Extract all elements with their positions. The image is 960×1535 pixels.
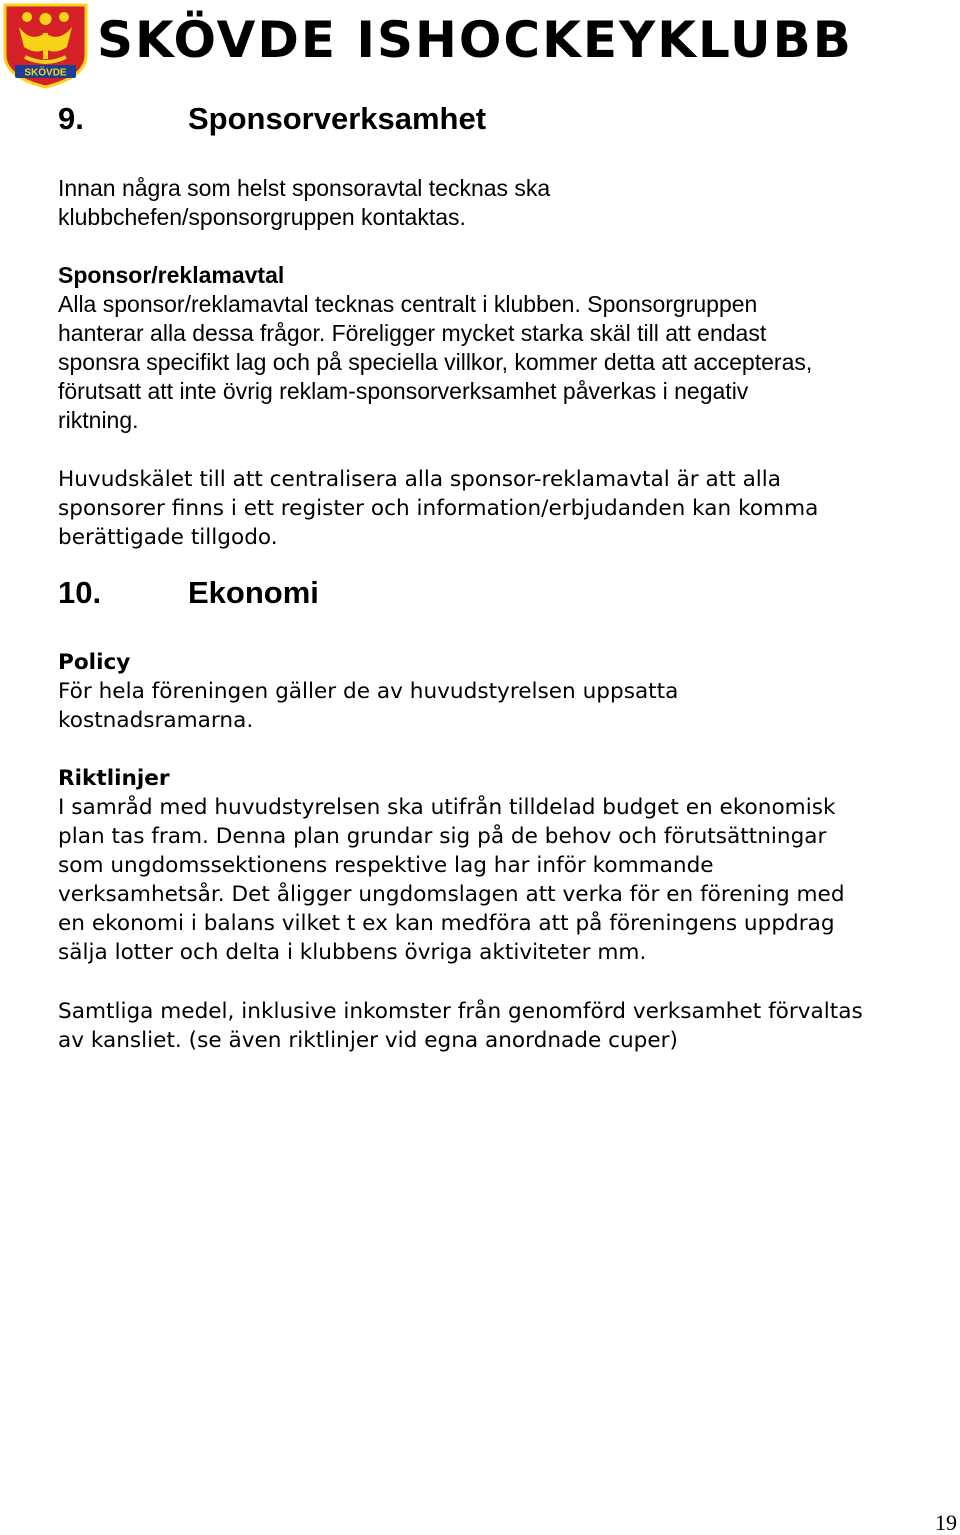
club-logo — [3, 3, 88, 89]
section-title: Sponsorverksamhet — [188, 101, 487, 136]
text-line: som ungdomssektionens respektive lag har inför kommande — [58, 853, 714, 878]
text-line: förutsatt att inte övrig reklam-sponsorverksamhet påverkas i negativ — [58, 378, 749, 404]
section-10-heading — [58, 575, 319, 611]
intro-paragraph — [58, 174, 958, 232]
text-line: Alla sponsor/reklamavtal tecknas centralt i klubben. Sponsorgruppen — [58, 291, 758, 317]
page-header — [0, 0, 960, 95]
section-number: 10. — [58, 575, 102, 610]
text-line: sälja lotter och delta i klubbens övriga aktiviteter mm. — [58, 940, 647, 965]
text-line: sponsorer finns i ett register och information/erbjudanden kan komma — [58, 496, 819, 521]
text-line: hanterar alla dessa frågor. Föreligger mycket starka skäl till att endast — [58, 320, 767, 346]
closing-paragraph — [58, 997, 958, 1055]
subheading-guidelines: Riktlinjer — [58, 766, 170, 791]
club-name: SKÖVDE ISHOCKEYKLUBB — [97, 11, 853, 69]
text-line: av kansliet. (se även riktlinjer vid egna anordnade cuper) — [58, 1028, 678, 1053]
text-line: sponsra specifikt lag och på speciella villkor, kommer detta att accepteras, — [58, 349, 813, 375]
page-number: 19 — [935, 1510, 957, 1535]
policy-paragraph — [58, 677, 958, 735]
subheading-sponsor: Sponsor/reklamavtal — [58, 262, 285, 288]
text-line: riktning. — [58, 407, 139, 433]
text-line: För hela föreningen gäller de av huvudstyrelsen uppsatta — [58, 679, 679, 704]
text-line: klubbchefen/sponsorgruppen kontaktas. — [58, 204, 466, 230]
section-9-heading — [58, 101, 486, 137]
text-line: berättigade tillgodo. — [58, 525, 278, 550]
text-line: kostnadsramarna. — [58, 708, 254, 733]
text-line: I samråd med huvudstyrelsen ska utifrån tilldelad budget en ekonomisk — [58, 795, 836, 820]
text-line: Innan några som helst sponsoravtal tecknas ska — [58, 175, 551, 201]
text-line: Huvudskälet till att centralisera alla sponsor-reklamavtal är att alla — [58, 467, 782, 492]
guidelines-paragraph — [58, 793, 958, 967]
text-line: en ekonomi i balans vilket t ex kan medföra att på föreningens uppdrag — [58, 911, 835, 936]
text-line: plan tas fram. Denna plan grundar sig på de behov och förutsättningar — [58, 824, 827, 849]
text-line: Samtliga medel, inklusive inkomster från genomförd verksamhet förvaltas — [58, 999, 863, 1024]
section-title: Ekonomi — [188, 575, 319, 610]
subheading-policy: Policy — [58, 650, 131, 675]
section-number: 9. — [58, 101, 84, 136]
text-line: verksamhetsår. Det åligger ungdomslagen att verka för en förening med — [58, 882, 845, 907]
logo-text: SKÖVDE — [24, 67, 67, 79]
reason-paragraph — [58, 465, 958, 552]
sponsor-paragraph — [58, 290, 958, 435]
